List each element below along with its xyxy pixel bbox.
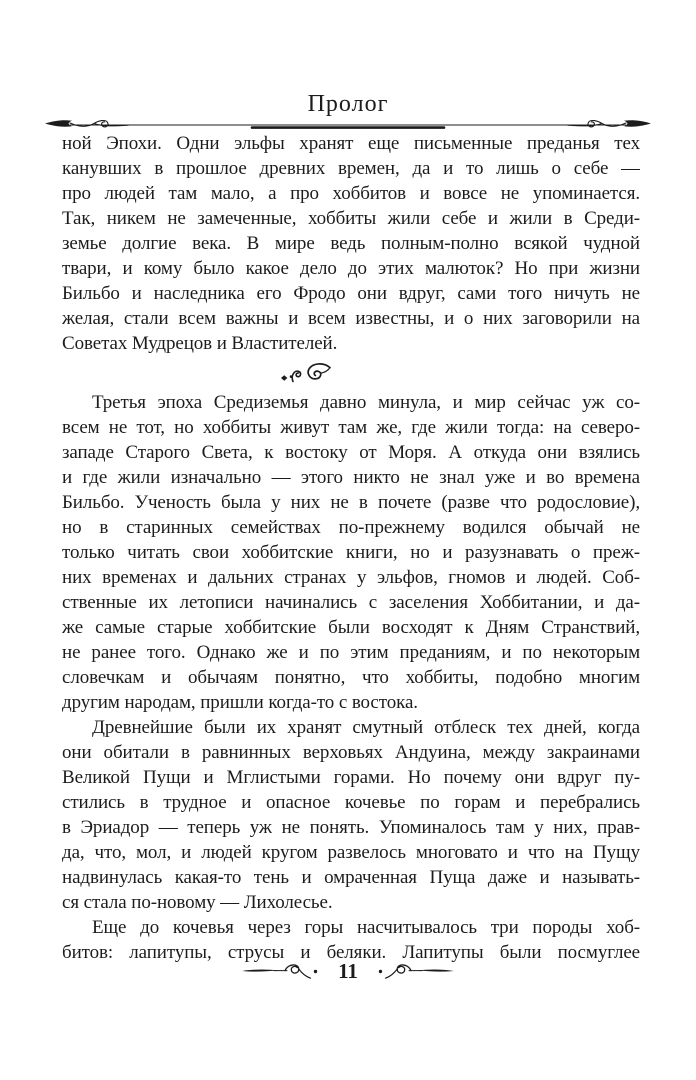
text-line: другим народам, пришли когда-то с востока.: [62, 692, 418, 713]
page-footer: [0, 956, 696, 986]
text-line: Третья эпоха Средиземья давно минула, и мир сейчас уж со-: [92, 392, 640, 413]
text-line: только читать свои хоббитские книги, но и разузнавать о преж-: [62, 542, 640, 563]
text-line: надвинулась какая-то тень и омраченная Пуща даже и называть-: [62, 867, 640, 888]
footer-swash-right-icon: [374, 958, 456, 984]
text-line: же самые старые хоббитские были восходят к Дням Странствий,: [62, 617, 640, 638]
text-line: стились в трудное и опасное кочевье по горам и перебрались: [62, 792, 640, 813]
text-line: про людей там мало, а про хоббитов и вовсе не упоминается.: [62, 183, 640, 204]
chapter-title: Пролог: [307, 91, 389, 117]
text-line: словечкам и обычаям понятно, что хоббиты, подобно многим: [62, 667, 640, 688]
fleuron-spiral-icon: [62, 359, 640, 387]
text-line: земье долгие века. В мире ведь полным-полно всякой чудной: [62, 233, 640, 254]
body-text: [62, 131, 640, 965]
text-line: Бильбо и наследника его Фродо они вдруг, сами того ничуть не: [62, 283, 640, 304]
text-line: Великой Пущи и Мглистыми горами. Но почему они вдруг пу-: [62, 767, 640, 788]
text-line: западе Старого Света, к востоку от Моря. А откуда они взялись: [62, 442, 640, 463]
body-section-1: [62, 131, 640, 356]
text-line: битов: лапитупы, струсы и беляки. Лапитупы были посмуглее: [62, 942, 640, 963]
text-line: них временах и дальних странах у эльфов, гномов и людей. Соб-: [62, 567, 640, 588]
text-line: они обитали в равнинных верховьях Андуина, между закраинами: [62, 742, 640, 763]
paragraph: [62, 715, 640, 915]
text-line: ся стала по-новому — Лихолесье.: [62, 892, 333, 913]
text-line: да, что, мол, и людей кругом развелось многовато и что на Пущу: [62, 842, 640, 863]
text-line: Бильбо. Ученость была у них не в почете (разве что родословие),: [62, 492, 640, 513]
text-line: в Эриадор — теперь уж не понять. Упоминалось там у них, прав-: [62, 817, 640, 838]
text-line: твари, и кому было какое дело до этих малюток? Но при жизни: [62, 258, 640, 279]
text-line: но в старинных семействах по-прежнему водился обычай не: [62, 517, 640, 538]
paragraph: [62, 390, 640, 715]
body-section-2: [62, 390, 640, 965]
text-line: Древнейшие были их хранят смутный отблеск тех дней, когда: [92, 717, 640, 738]
text-line: и где жили изначально — этого никто не знал уже и во времена: [62, 467, 640, 488]
page-number: 11: [338, 959, 358, 983]
text-line: всем не тот, но хоббиты живут там же, где жили тогда: на северо-: [62, 417, 640, 438]
text-line: желая, стали всем важны и всем известны, и о них заговорили на: [62, 308, 640, 329]
text-line: канувших в прошлое древних времен, да и то лишь о себе —: [62, 158, 640, 179]
text-line: ственные их летописи начинались с заселения Хоббитании, и да-: [62, 592, 640, 613]
text-line: ной Эпохи. Одни эльфы хранят еще письменные преданья тех: [62, 133, 640, 154]
footer-swash-left-icon: [240, 958, 322, 984]
text-line: Так, никем не замеченные, хоббиты жили себе и жили в Среди-: [62, 208, 640, 229]
text-line: Еще до кочевья через горы насчитывалось три породы хоб-: [92, 917, 640, 938]
text-line: не ранее того. Однако же и по этим преданиям, и по некоторым: [62, 642, 640, 663]
text-line: Советах Мудрецов и Властителей.: [62, 333, 338, 354]
paragraph: [62, 131, 640, 356]
